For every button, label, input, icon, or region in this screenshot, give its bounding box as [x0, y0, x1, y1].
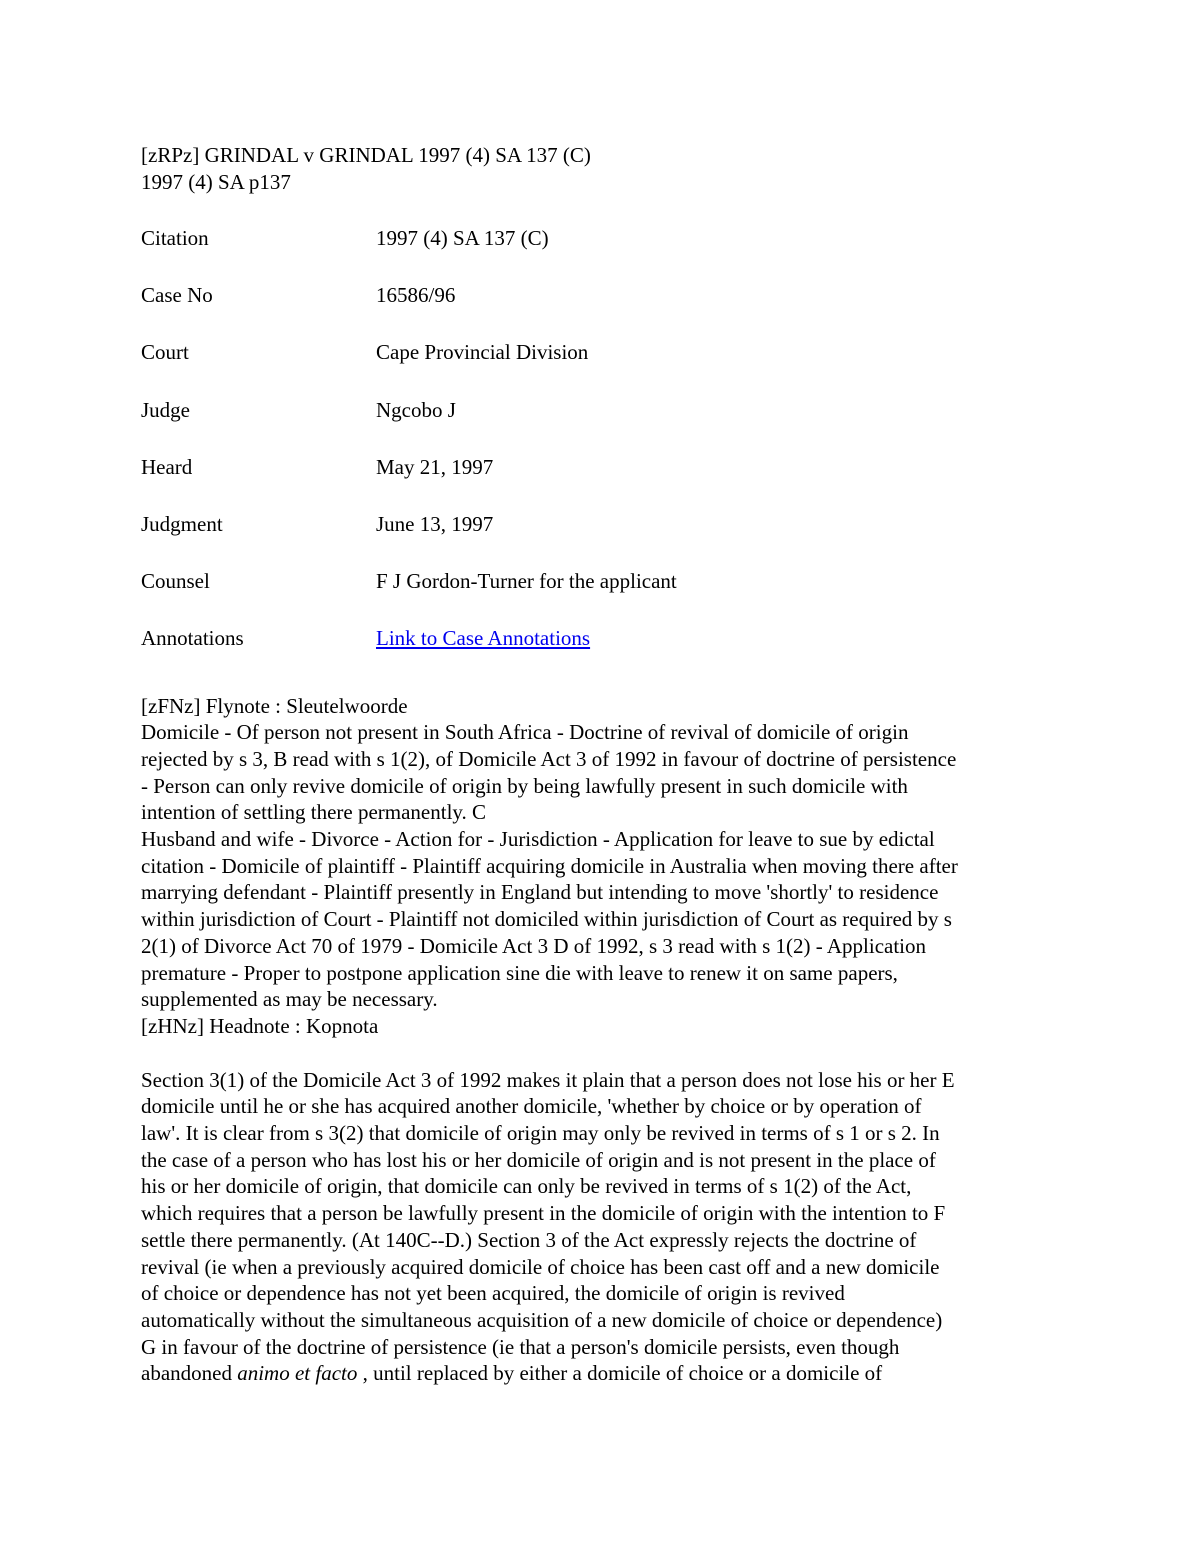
- flynote-line: - Person can only revive domicile of origin by being lawfully present in such domicile with: [141, 773, 908, 798]
- paragraph-spacer: [141, 1040, 1071, 1067]
- headnote-line: of choice or dependence has not yet been acquired, the domicile of origin is revived: [141, 1281, 845, 1306]
- flynote-line: citation - Domicile of plaintiff - Plaintiff acquiring domicile in Australia when moving there after: [141, 853, 958, 878]
- headnote-line: revival (ie when a previously acquired domicile of choice has been cast off and a new domicile: [141, 1254, 940, 1279]
- flynote-line: intention of settling there permanently. C: [141, 800, 487, 825]
- headnote-line: settle there permanently. (At 140C--D.) Section 3 of the Act expressly rejects the doctrine of: [141, 1227, 917, 1252]
- flynote-line: Domicile - Of person not present in South Africa - Doctrine of revival of domicile of origin: [141, 720, 909, 745]
- meta-label: Court: [141, 340, 189, 365]
- meta-value: 16586/96: [376, 283, 456, 308]
- headnote-line: the case of a person who has lost his or her domicile of origin and is not present in the place of: [141, 1147, 936, 1172]
- flynote-line: premature - Proper to postpone application sine die with leave to renew it on same papers,: [141, 960, 898, 985]
- meta-row-heard: [141, 454, 677, 511]
- headnote-section: [141, 1013, 1071, 1387]
- meta-value: June 13, 1997: [376, 511, 494, 536]
- headnote-line: Section 3(1) of the Domicile Act 3 of 1992 makes it plain that a person does not lose his or her E: [141, 1067, 955, 1092]
- meta-label: Judgment: [141, 511, 223, 536]
- headnote-line: his or her domicile of origin, that domicile can only be revived in terms of s 1(2) of the Act,: [141, 1174, 912, 1199]
- page-reference: 1997 (4) SA p137: [141, 170, 291, 194]
- meta-label: Counsel: [141, 569, 210, 594]
- headnote-line: which requires that a person be lawfully present in the domicile of origin with the intention to F: [141, 1201, 946, 1226]
- meta-row-annotations: [141, 625, 677, 682]
- headnote-heading: [zHNz] Headnote : Kopnota: [141, 1013, 379, 1038]
- flynote-line: within jurisdiction of Court - Plaintiff not domiciled within jurisdiction of Court as required by s: [141, 907, 952, 932]
- headnote-line: law'. It is clear from s 3(2) that domicile of origin may only be revived in terms of s 1 or s 2. In: [141, 1121, 940, 1146]
- flynote-line: marrying defendant - Plaintiff presently in England but intending to move 'shortly' to residence: [141, 880, 939, 905]
- headnote-line: G in favour of the doctrine of persistence (ie that a person's domicile persists, even though: [141, 1334, 900, 1359]
- meta-row-counsel: [141, 568, 677, 625]
- meta-value: 1997 (4) SA 137 (C): [376, 226, 549, 250]
- headnote-line-start: abandoned: [141, 1361, 238, 1386]
- meta-label: Heard: [141, 454, 193, 479]
- meta-row-citation: [141, 225, 677, 282]
- flynote-line: rejected by s 3, B read with s 1(2), of Domicile Act 3 of 1992 in favour of doctrine of persistence: [141, 746, 957, 771]
- meta-row-judge: [141, 397, 677, 454]
- headnote-line: automatically without the simultaneous acquisition of a new domicile of choice or dependence): [141, 1307, 943, 1332]
- latin-phrase: animo et facto: [237, 1361, 358, 1386]
- case-annotations-link[interactable]: Link to Case Annotations: [376, 626, 591, 651]
- meta-label: Case No: [141, 283, 213, 308]
- meta-value: May 21, 1997: [376, 454, 494, 479]
- headnote-line: [141, 1360, 1071, 1387]
- meta-value: F J Gordon-Turner for the applicant: [376, 569, 677, 594]
- meta-row-case-no: [141, 282, 677, 339]
- meta-value: Ngcobo J: [376, 397, 456, 422]
- meta-label: Citation: [141, 226, 209, 250]
- meta-value: Cape Provincial Division: [376, 340, 589, 365]
- flynote-line: 2(1) of Divorce Act 70 of 1979 - Domicile Act 3 D of 1992, s 3 read with s 1(2) - Application: [141, 933, 927, 958]
- flynote-heading: [zFNz] Flynote : Sleutelwoorde: [141, 693, 408, 718]
- flynote-line: Husband and wife - Divorce - Action for - Jurisdiction - Application for leave to sue by edictal: [141, 827, 935, 852]
- case-title: [zRPz] GRINDAL v GRINDAL 1997 (4) SA 137 (C): [141, 143, 591, 167]
- flynote-section: [141, 693, 1071, 1013]
- meta-row-judgment: [141, 511, 677, 568]
- headnote-line-end: , until replaced by either a domicile of choice or a domicile of: [357, 1361, 883, 1386]
- meta-label: Annotations: [141, 626, 244, 651]
- flynote-line: supplemented as may be necessary.: [141, 987, 438, 1012]
- case-metadata-table: [141, 225, 677, 683]
- meta-label: Judge: [141, 397, 190, 422]
- document-page: [141, 142, 1071, 1387]
- meta-row-court: [141, 339, 677, 396]
- headnote-line: domicile until he or she has acquired another domicile, 'whether by choice or by operation of: [141, 1094, 922, 1119]
